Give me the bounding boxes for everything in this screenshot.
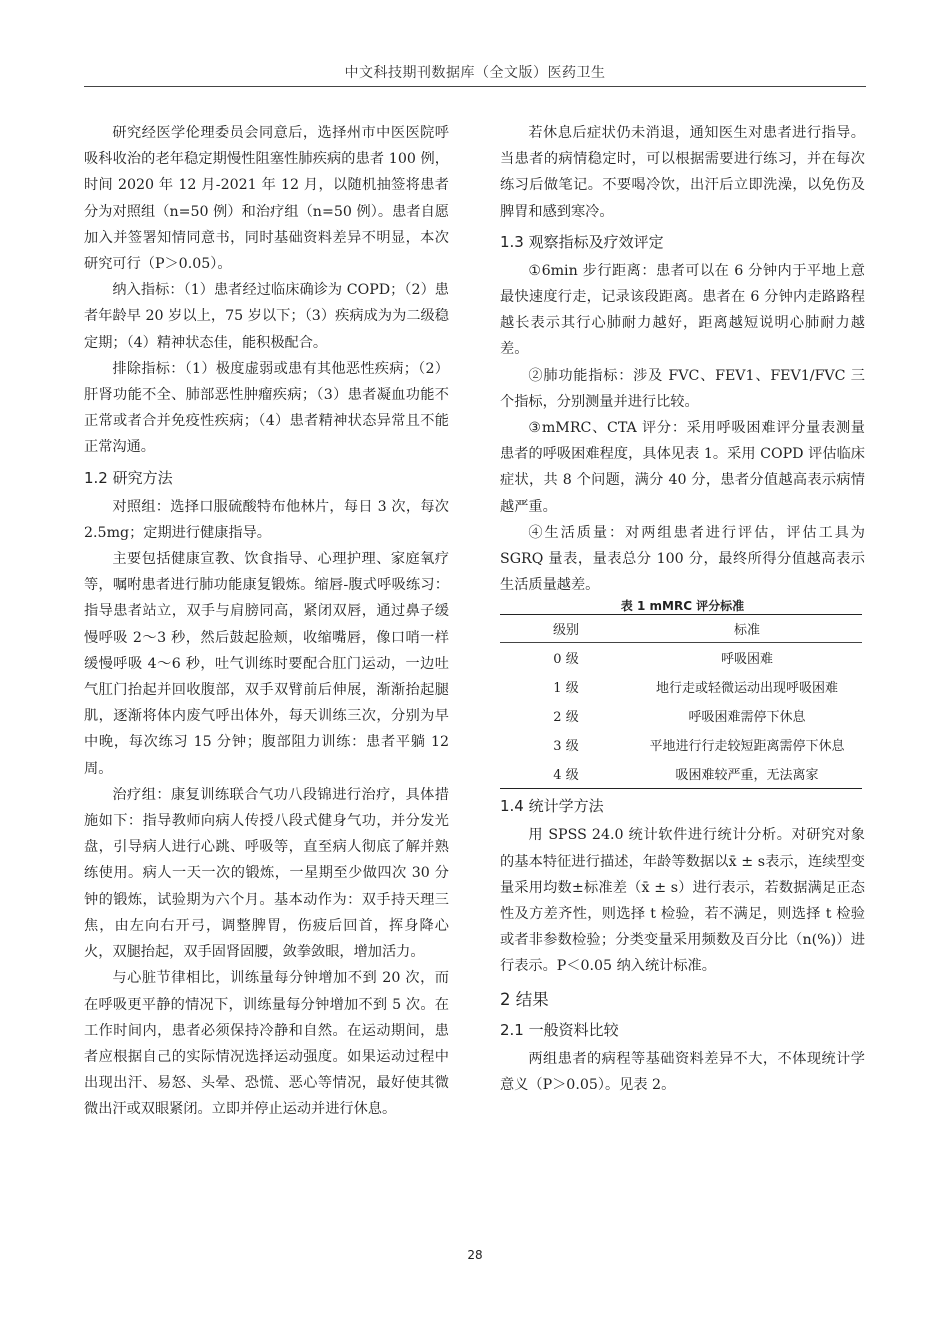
table-cell-grade: 1 级 [553,681,579,697]
table-header-grade: 级别 [500,615,632,643]
paragraph-rest: 若休息后症状仍未消退，通知医生对患者进行指导。当患者的病情稳定时，可以根据需要进行练习，并在每次练习后做笔记。不要喝冷饮，出汗后立即洗澡，以免伤及脾胃和感到寒冷。 [500,125,865,220]
paragraph-subjects: 研究经医学伦理委员会同意后，选择州市中医医院呼吸科收治的老年稳定期慢性阻塞性肺疾病的患者 100 例，时间 2020 年 12 月-2021 年 12 月，以随机抽签将患者分为对照组（n=50 例）和治疗组（n=50 例）。患者自愿加入并签署知情同意书，同时基础资料差异不明显，本次研究可行（P＞0.05）。 [84,125,449,273]
table-cell-grade: 0 级 [553,652,579,668]
section-heading-2-1: 2.1 一般资料比较 [500,1020,619,1039]
header-rule [84,86,866,87]
section-heading-1-4: 1.4 统计学方法 [500,797,604,816]
table-row [500,672,862,701]
paragraph-inclusion: 纳入指标：（1）患者经过临床确诊为 COPD；（2）患者年龄早 20 岁以上，75 岁以下；（3）疾病成为为二级稳定期；（4）精神状态佳，能积极配合。 [84,282,449,351]
table-1-mmrc [500,614,862,789]
table-header-row [500,615,862,643]
table-cell-standard: 地行走或轻微运动出现呼吸困难 [655,681,838,697]
paragraph-mmrc-cat: ③mMRC、CTA 评分：采用呼吸困难评分量表测量患者的呼吸困难程度，具体见表 1。采用 COPD 评估临床症状，共 8 个问题，满分 40 分，患者分值越高表示病情越严重。 [500,420,865,515]
left-column [84,120,449,1123]
table-1-caption: 表 1 mMRC 评分标准 [620,599,745,614]
table-cell-grade: 4 级 [500,759,632,789]
table-header-standard: 标准 [632,615,862,643]
paragraph-control-group: 对照组：选择口服硫酸特布他林片，每日 3 次，每次 2.5mg；定期进行健康指导。 [84,498,449,541]
table-cell-standard: 呼吸困难需停下休息 [688,710,806,726]
paragraph-6min-walk: ①6min 步行距离：患者可以在 6 分钟内于平地上意最快速度行走，记录该段距离。患者在 6 分钟内走路路程越长表示其行心肺耐力越好，距离越短说明心肺耐力越差。 [500,262,865,358]
section-heading-1-2: 1.2 研究方法 [84,468,173,487]
section-heading-2: 2 结果 [500,989,549,1009]
right-column [500,120,865,1098]
table-row [500,730,862,759]
paragraph-general-comparison: 两组患者的病程等基础资料差异不大，不体现统计学意义（P＞0.05）。见表 2。 [500,1050,865,1093]
paragraph-treatment-group: 治疗组：康复训练联合气功八段锦进行治疗，具体措施如下：指导教师向病人传授八段式健身气功，并分发光盘，引导病人进行心跳、呼吸等，直至病人彻底了解并熟练使用。病人一天一次的锻炼，一星期至少做四次 30 分钟的锻炼，试验期为六个月。基本动作为：双手持天理三焦，由左向右开弓，调整脾胃，伤疲后回首，挥身降心火，双腿抬起，双手固肾固腰，敛拳敛眼，增加活力。 [84,786,449,961]
table-cell-standard: 呼吸困难 [720,652,773,668]
table-cell-grade: 2 级 [553,710,579,726]
table-cell-grade: 3 级 [553,739,579,755]
table-cell-standard: 吸困难较严重，无法离家 [632,759,862,789]
journal-header: 中文科技期刊数据库（全文版）医药卫生 [344,65,606,81]
table-row [500,643,862,673]
paragraph-exclusion: 排除指标：（1）极度虚弱或患有其他恶性疾病；（2）肝肾功能不全、肺部恶性肿瘤疾病；（3）患者凝血功能不正常或者合并免疫性疾病；（4）患者精神状态异常且不能正常沟通。 [84,360,449,456]
table-row [500,701,862,730]
section-heading-1-3: 1.3 观察指标及疗效评定 [500,232,664,251]
paragraph-lung-function: ②肺功能指标：涉及 FVC、FEV1、FEV1/FVC 三个指标，分别测量并进行比较。 [500,367,865,410]
paragraph-quality-of-life: ④生活质量：对两组患者进行评估，评估工具为 SGRQ 量表，量表总分 100 分，最终所得分值越高表示生活质量越差。 [500,524,865,594]
table-cell-standard: 平地进行行走较短距离需停下休息 [649,739,845,755]
paragraph-intensity: 与心脏节律相比，训练量每分钟增加不到 20 次，而在呼吸更平静的情况下，训练量每分钟增加不到 5 次。在工作时间内，患者必须保持冷静和自然。在运动期间，患者应根据自己的实际情况选择运动强度。如果运动过程中出现出汗、易怒、头晕、恐慌、恶心等情况，最好使其微微出汗或双眼紧闭。立即并停止运动并进行休息。 [84,970,449,1118]
paragraph-statistics: 用 SPSS 24.0 统计软件进行统计分析。对研究对象的基本特征进行描述，年龄等数据以x̄ ± s表示，连续型变量采用均数±标准差（x̄ ± s）进行表示，若数据满足正态性及方差齐性，则选择 t 检验，若不满足，则选择 t 检验或者非参数检验；分类变量采用频数及百分比（n(%)）进行表示。P＜0.05 纳入统计标准。 [500,827,865,975]
page-number: 28 [467,1248,483,1262]
table-row [500,759,862,789]
paragraph-training: 主要包括健康宣教、饮食指导、心理护理、家庭氧疗等，嘱咐患者进行肺功能康复锻炼。缩唇-腹式呼吸练习：指导患者站立，双手与肩膀同高，紧闭双唇，通过鼻子缓慢呼吸 2～3 秒，然后鼓起脸颊，收缩嘴唇，像口哨一样缓慢呼吸 4～6 秒，吐气训练时要配合肛门运动，一边吐气肛门抬起并回收腹部，双手双臂前后伸展，渐渐抬起腿肌，逐渐将体内废气呼出体外，每天训练三次，分别为早中晚，每次练习 15 分钟；腹部阻力训练：患者平躺 12 周。 [84,551,449,777]
